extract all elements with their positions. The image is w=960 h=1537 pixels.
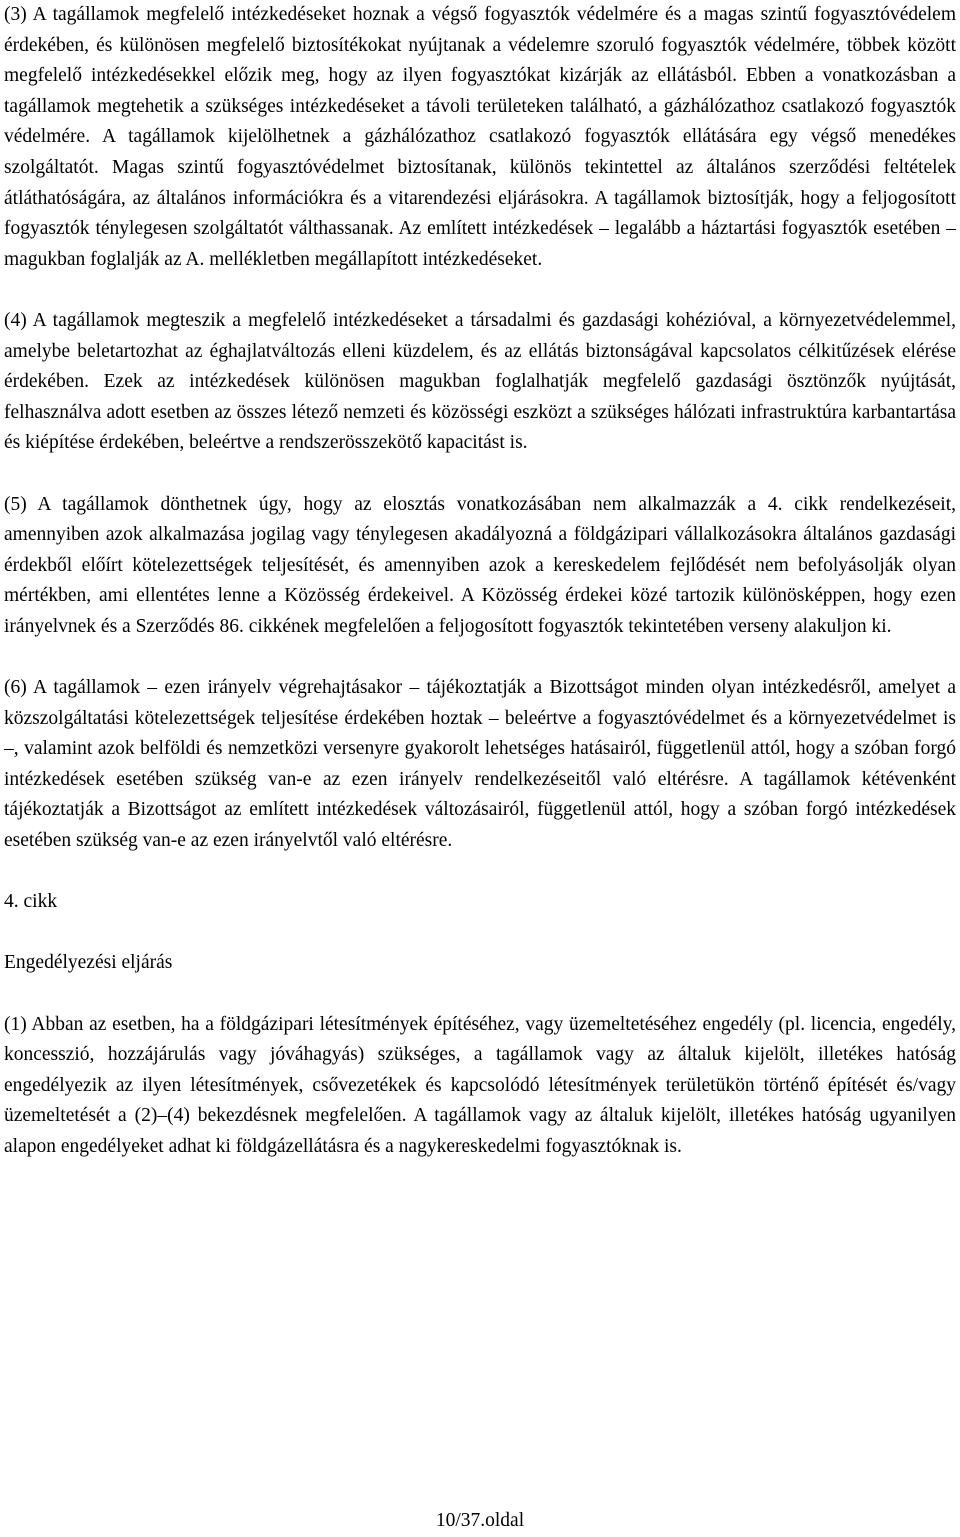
paragraph-gap <box>4 857 956 888</box>
paragraph-5: (5) A tagállamok dönthetnek úgy, hogy az elosztás vonatkozásában nem alkalmazzák a 4. cikk rendelkezéseit, amennyiben azok alkalmazása jogilag vagy ténylegesen akadályozná a földgázipari vállalkozásokra általános gazdasági érdekből előírt kötelezettségek teljesítését, és amennyiben azok a kereskedelem fejlődését nem befolyásolják olyan mértékben, ami ellentétes lenne a Közösség érdekeivel. A Közösség érdekei közé tartozik különösképpen, hogy ezen irányelvnek és a Szerződés 86. cikkének megfelelően a feljogosított fogyasztók tekintetében verseny alakuljon ki. <box>4 493 956 637</box>
paragraph-3: (3) A tagállamok megfelelő intézkedéseket hoznak a végső fogyasztók védelmére és a magas szintű fogyasztóvédelem érdekében, és különösen megfelelő biztosítékokat nyújtanak a védelemre szoruló fogyasztók védelmére, többek között megfelelő intézkedésekkel előzik meg, hogy az ilyen fogyasztókat kizárják az ellátásból. Ebben a vonatkozásban a tagállamok megtehetik a szükséges intézkedéseket a távoli területeken található, a gázhálózathoz csatlakozó fogyasztók védelmére. A tagállamok kijelölhetnek a gázhálózathoz csatlakozó fogyasztók ellátására egy végső menedékes szolgáltatót. Magas szintű fogyasztóvédelmet biztosítanak, különös tekintettel az általános szerződési feltételek átláthatóságára, az általános információkra és a vitarendezési eljárásokra. A tagállamok biztosítják, hogy a feljogosított fogyasztók ténylegesen szolgáltatót válthassanak. Az említett intézkedések – legalább a háztartási fogyasztók esetében – magukban foglalják az A. mellékletben megállapított intézkedéseket. <box>4 4 956 270</box>
page-number: 10/37.oldal <box>435 1510 525 1531</box>
article-paragraph-1: (1) Abban az esetben, ha a földgázipari létesítmények építéséhez, vagy üzemeltetéséhez engedély (pl. licencia, engedély, koncesszió, hozzájárulás vagy jóváhagyás) szükséges, a tagállamok vagy az általuk kijelölt, illetékes hatóság engedélyezik az ilyen létesítmények, csővezetékek és kapcsolódó létesítmények területükön történő építését és/vagy üzemeltetését a (2)–(4) bekezdésnek megfelelően. A tagállamok vagy az általuk kijelölt, illetékes hatóság ugyanilyen alapon engedélyeket adhat ki földgázellátásra és a nagykereskedelmi fogyasztóknak is. <box>4 1013 956 1157</box>
document-page <box>4 0 956 1163</box>
paragraph-gap <box>4 979 956 1010</box>
paragraph-gap <box>4 275 956 306</box>
paragraph-gap <box>4 918 956 949</box>
paragraph-6: (6) A tagállamok – ezen irányelv végrehajtásakor – tájékoztatják a Bizottságot minden olyan intézkedésről, amelyet a közszolgáltatási kötelezettségek teljesítése érdekében hoztak – beleértve a fogyasztóvédelmet és a környezetvédelmet is –, valamint azok belföldi és nemzetközi versenyre gyakorolt lehetséges hatásairól, függetlenül attól, hogy a szóban forgó intézkedések esetében szükség van-e az ezen irányelv rendelkezéseitől való eltérésre. A tagállamok kétévenként tájékoztatják a Bizottságot az említett intézkedések változásairól, függetlenül attól, hogy a szóban forgó intézkedések esetében szükség van-e az ezen irányelvtől való eltérésre. <box>4 677 956 852</box>
paragraph-gap <box>4 459 956 490</box>
paragraph-4: (4) A tagállamok megteszik a megfelelő intézkedéseket a társadalmi és gazdasági kohézióval, a környezetvédelemmel, amelybe beletartozhat az éghajlatváltozás elleni küzdelem, és az ellátás biztonságával kapcsolatos célkitűzések elérése érdekében. Ezek az intézkedések különösen magukban foglalhatják megfelelő gazdasági ösztönzők nyújtását, felhasználva adott esetben az összes létező nemzeti és közösségi eszközt a szükséges hálózati infrastruktúra karbantartása és kiépítése érdekében, beleértve a rendszerösszekötő kapacitást is. <box>4 309 956 454</box>
paragraph-gap <box>4 642 956 673</box>
article-number: 4. cikk <box>4 891 58 913</box>
article-title: Engedélyezési eljárás <box>4 952 173 974</box>
